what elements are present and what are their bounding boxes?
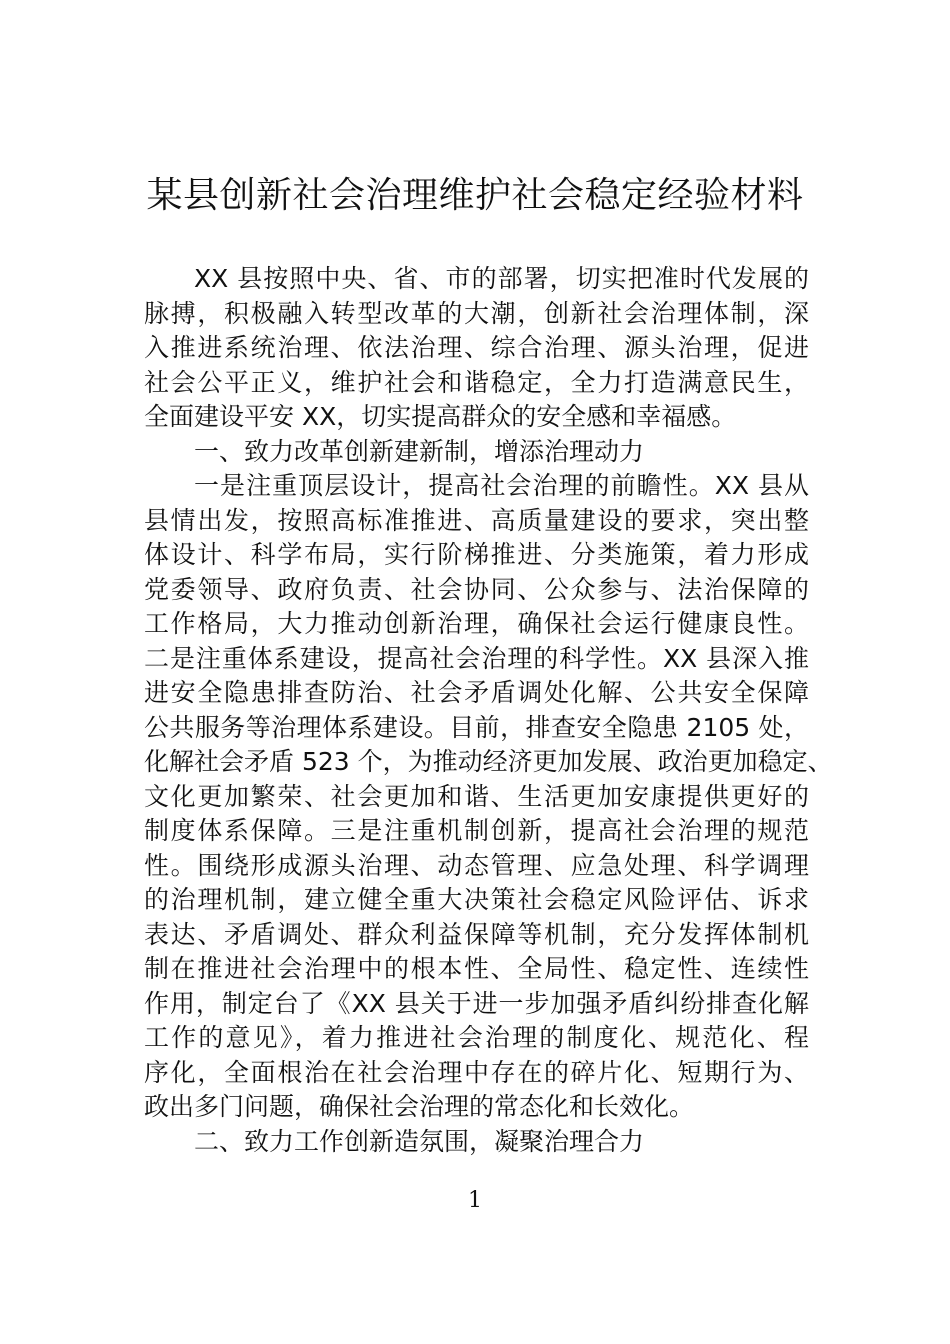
- paragraph-line: 体设计、科学布局，实行阶梯推进、分类施策，着力形成: [144, 540, 809, 569]
- paragraph-line: 文化更加繁荣、社会更加和谐、生活更加安康提供更好的: [144, 781, 809, 811]
- paragraph-line: 性。围绕形成源头治理、动态管理、应急处理、科学调理: [144, 850, 809, 880]
- paragraph-line: 的治理机制，建立健全重大决策社会稳定风险评估、诉求: [144, 885, 809, 914]
- paragraph-line: 作用，制定台了《XX 县关于进一步加强矛盾纠纷排查化解: [144, 988, 809, 1018]
- paragraph-line: 制度体系保障。三是注重机制创新，提高社会治理的规范: [144, 816, 809, 845]
- document-body: [144, 262, 833, 1159]
- paragraph-line: 一是注重顶层设计，提高社会治理的前瞻性。XX 县从: [194, 471, 809, 500]
- paragraph-line: 县情出发，按照高标准推进、高质量建设的要求，突出整: [144, 505, 809, 535]
- paragraph-line: 社会公平正义，维护社会和谐稳定，全力打造满意民生，: [144, 367, 809, 397]
- paragraph-line: 序化，全面根治在社会治理中存在的碎片化、短期行为、: [144, 1057, 809, 1087]
- page-number: 1: [468, 1188, 482, 1213]
- paragraph-line: 工作的意见》，着力推进社会治理的制度化、规范化、程: [144, 1023, 809, 1052]
- paragraph-line: XX 县按照中央、省、市的部署，切实把准时代发展的: [194, 264, 809, 293]
- paragraph-line: 公共服务等治理体系建设。目前，排查安全隐患 2105 处，: [144, 712, 809, 742]
- document-title: 某县创新社会治理维护社会稳定经验材料: [146, 175, 804, 216]
- section-heading: 一、致力改革创新建新制，增添治理动力: [194, 436, 645, 466]
- paragraph-line: 制在推进社会治理中的根本性、全局性、稳定性、连续性: [144, 954, 809, 983]
- paragraph-line: 工作格局，大力推动创新治理，确保社会运行健康良性。: [144, 609, 809, 638]
- paragraph-line: 脉搏，积极融入转型改革的大潮，创新社会治理体制，深: [144, 298, 809, 328]
- paragraph-line: 进安全隐患排查防治、社会矛盾调处化解、公共安全保障: [144, 678, 809, 707]
- paragraph-line: 政出多门问题，确保社会治理的常态化和长效化。: [144, 1092, 695, 1121]
- paragraph-line: 表达、矛盾调处、群众利益保障等机制，充分发挥体制机: [144, 919, 809, 949]
- paragraph-line: 化解社会矛盾 523 个，为推动经济更加发展、政治更加稳定、: [144, 747, 833, 776]
- paragraph-line: 二是注重体系建设，提高社会治理的科学性。XX 县深入推: [144, 643, 809, 673]
- paragraph-line: 全面建设平安 XX，切实提高群众的安全感和幸福感。: [144, 402, 737, 431]
- section-heading: 二、致力工作创新造氛围，凝聚治理合力: [194, 1126, 645, 1156]
- paragraph-line: 党委领导、政府负责、社会协同、公众参与、法治保障的: [144, 574, 809, 604]
- paragraph-line: 入推进系统治理、依法治理、综合治理、源头治理，促进: [144, 333, 809, 362]
